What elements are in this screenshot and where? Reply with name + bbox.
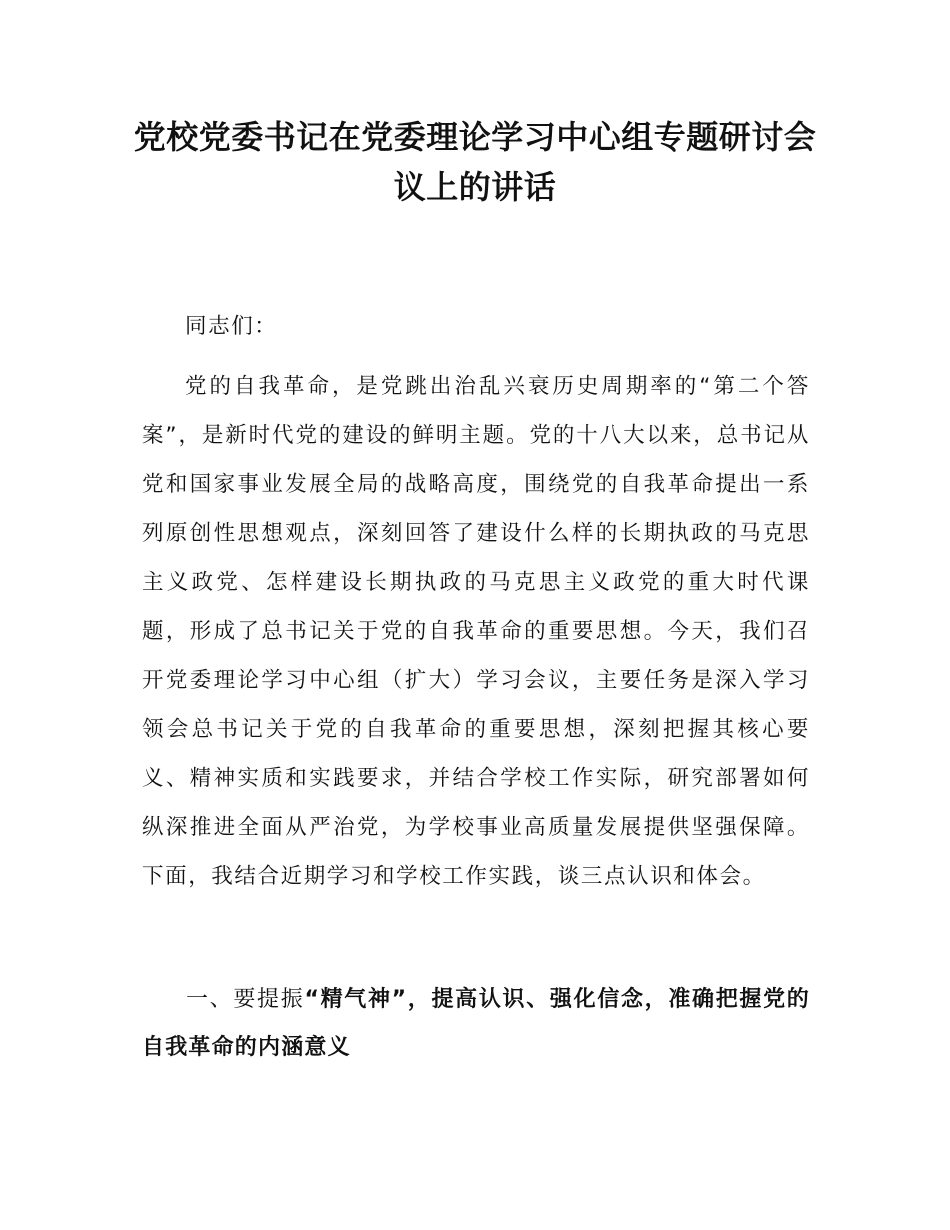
body-paragraph: 党的自我革命，是党跳出治乱兴衰历史周期率的“第二个答案”，是新时代党的建设的鲜明主题。党的十八大以来，总书记从党和国家事业发展全局的战略高度，围绕党的自我革命提出一系列原创性思想观点，深刻回答了建设什么样的长期执政的马克思主义政党、怎样建设长期执政的马克思主义政党的重大时代课题，形成了总书记关于党的自我革命的重要思想。今天，我们召开党委理论学习中心组（扩大）学习会议，主要任务是深入学习领会总书记关于党的自我革命的重要思想，深刻把握其核心要义、精神实质和实践要求，并结合学校工作实际，研究部署如何纵深推进全面从严治党，为学校事业高质量发展提供坚强保障。下面，我结合近期学习和学校工作实践，谈三点认识和体会。 (142, 374, 810, 889)
salutation: 同志们： (185, 314, 278, 339)
section-heading-number: 一、要提振 (186, 987, 305, 1012)
document-title: 党校党委书记在党委理论学习中心组专题研讨会议上的讲话 (133, 118, 817, 206)
section-heading-1 (142, 976, 810, 1072)
section-heading-text: “精气神”，提高认识、强化信念，准确把握党的自我革命的内涵意义 (142, 987, 810, 1060)
